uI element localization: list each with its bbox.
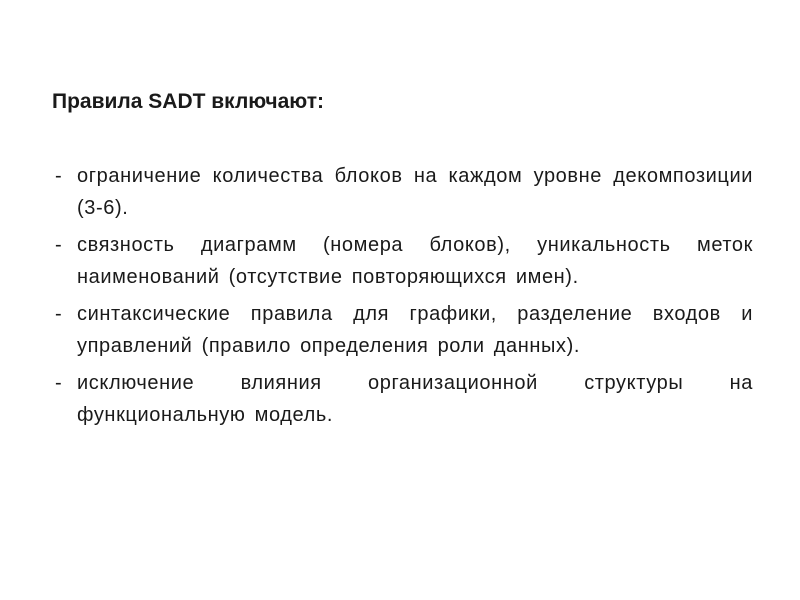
bullet-dash: - [55, 303, 63, 325]
rule-text: исключение влияния организационной структуры на функциональную модель. [77, 372, 753, 426]
rule-text: ограничение количества блоков на каждом уровне декомпозиции (3-6). [77, 165, 753, 219]
slide-heading: Правила SADT включают: [52, 90, 324, 113]
bullet-dash: - [55, 234, 63, 256]
rule-item [55, 229, 753, 293]
rule-item [55, 367, 753, 431]
rule-item [55, 298, 753, 362]
rules-list [55, 160, 753, 436]
bullet-dash: - [55, 165, 63, 187]
bullet-dash: - [55, 372, 63, 394]
rule-text: связность диаграмм (номера блоков), уникальность меток наименований (отсутствие повторяющихся имен). [77, 234, 753, 288]
rule-item [55, 160, 753, 224]
rule-text: синтаксические правила для графики, разделение входов и управлений (правило определения роли данных). [77, 303, 753, 357]
